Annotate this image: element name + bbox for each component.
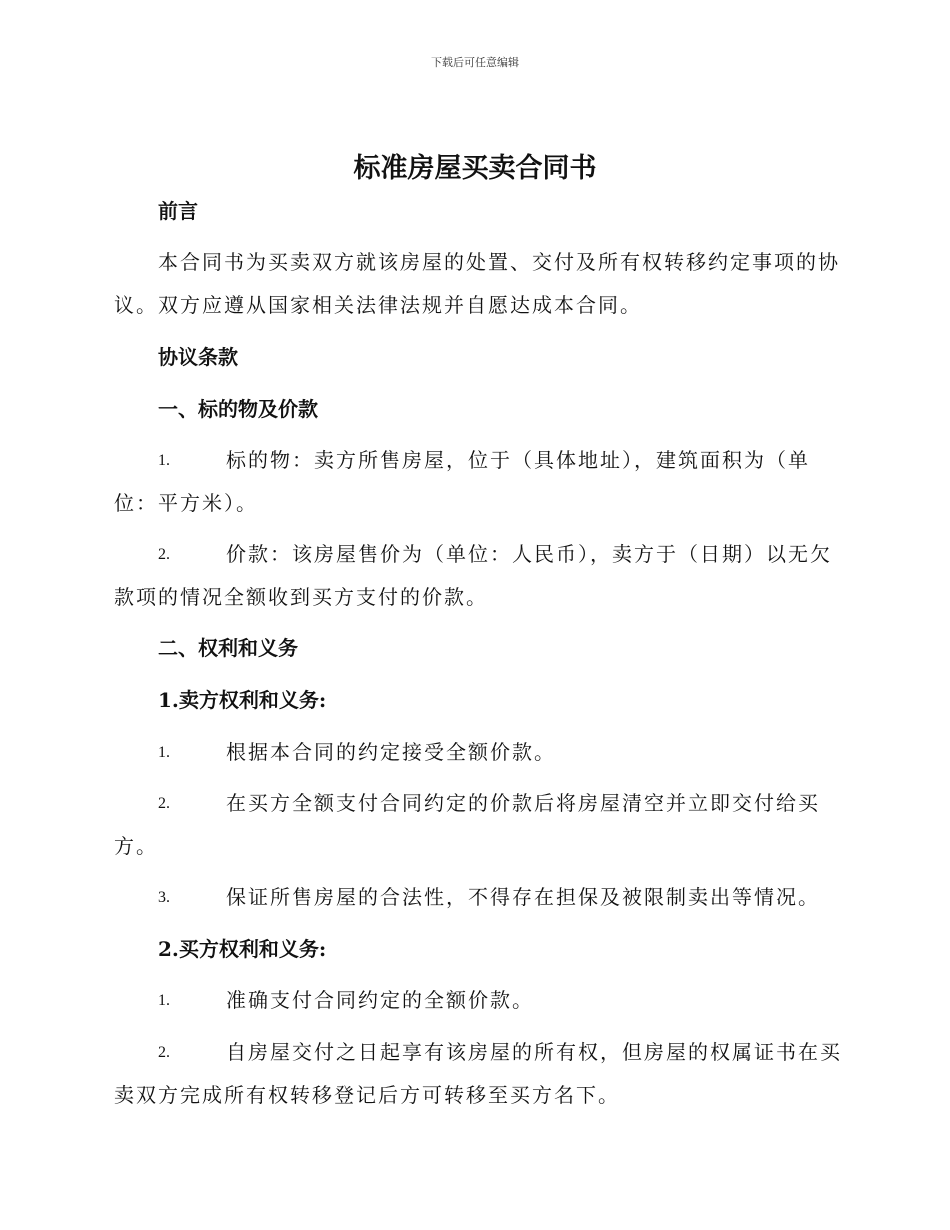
seller-item2-number: 2.	[158, 795, 170, 812]
document-title: 标准房屋买卖合同书	[353, 153, 597, 184]
section1-heading: 一、标的物及价款	[158, 397, 318, 421]
preface-heading: 前言	[158, 199, 198, 223]
section1-item2-line-2: 款项的情况全额收到买方支付的价款。	[114, 585, 488, 609]
terms-heading: 协议条款	[158, 345, 238, 369]
preface-line-2: 议。双方应遵从国家相关法律法规并自愿达成本合同。	[114, 293, 642, 317]
section1-item1-line-1: 标的物：卖方所售房屋，位于（具体地址），建筑面积为（单	[226, 448, 810, 472]
seller-item3-number: 3.	[158, 889, 170, 906]
seller-item1-number: 1.	[158, 744, 170, 761]
seller-heading: 1.卖方权利和义务:	[158, 688, 327, 712]
buyer-item2-line-2: 卖双方完成所有权转移登记后方可转移至买方名下。	[114, 1083, 620, 1107]
buyer-item1-line-1: 准确支付合同约定的全额价款。	[226, 988, 534, 1012]
buyer-item1-number: 1.	[158, 992, 170, 1009]
buyer-item2-number: 2.	[158, 1044, 170, 1061]
section2-heading: 二、权利和义务	[158, 636, 298, 660]
header-note: 下载后可任意编辑	[431, 56, 519, 69]
section1-item2-line-1: 价款：该房屋售价为（单位：人民币），卖方于（日期）以无欠	[226, 542, 832, 566]
seller-item3-line-1: 保证所售房屋的合法性，不得存在担保及被限制卖出等情况。	[226, 885, 820, 909]
buyer-heading: 2.买方权利和义务:	[158, 937, 327, 961]
section1-item2-number: 2.	[158, 546, 170, 563]
seller-item2-line-2: 方。	[114, 834, 158, 858]
preface-line-1: 本合同书为买卖双方就该房屋的处置、交付及所有权转移约定事项的协	[158, 250, 840, 274]
section1-item1-line-2: 位：平方米）。	[114, 491, 258, 515]
seller-item2-line-1: 在买方全额支付合同约定的价款后将房屋清空并立即交付给买	[226, 791, 820, 815]
seller-item1-line-1: 根据本合同的约定接受全额价款。	[226, 740, 556, 764]
section1-item1-number: 1.	[158, 452, 170, 469]
buyer-item2-line-1: 自房屋交付之日起享有该房屋的所有权，但房屋的权属证书在买	[226, 1040, 842, 1064]
